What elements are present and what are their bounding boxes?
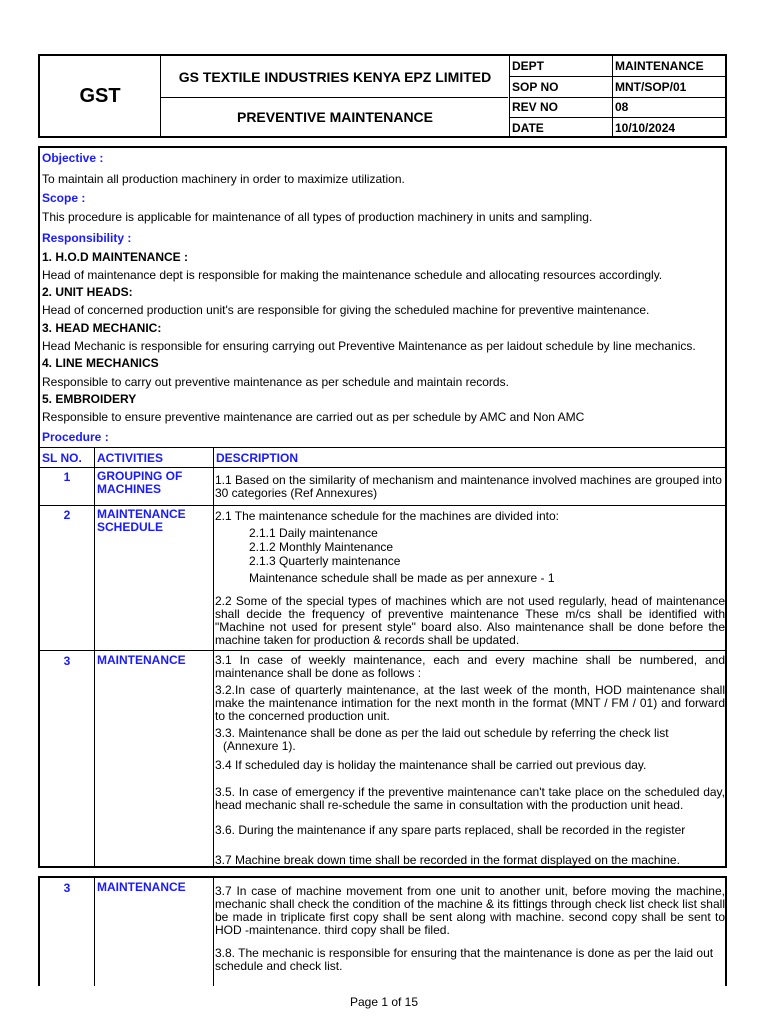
col-header-description: DESCRIPTION (216, 451, 299, 465)
resp-text-hod: Head of maintenance dept is responsible for making the maintenance schedule and allocating resources accordingly. (42, 268, 663, 282)
row-2-activity: MAINTENANCE SCHEDULE (97, 507, 186, 534)
resp-title-embroidery: 5. EMBROIDERY (42, 392, 137, 406)
sop-no-value: MNT/SOP/01 (615, 80, 687, 94)
company-logo-text: GST (79, 84, 121, 107)
row-1-activity: GROUPING OF MACHINES (97, 469, 183, 496)
row-2-desc-5: Maintenance schedule shall be made as per annexure - 1 (249, 571, 555, 585)
row-3-desc-6: 3.5. In case of emergency if the preventive maintenance can't take place on the scheduled day, head mechanic shall re-schedule the same in consultation with the production unit head. (215, 785, 725, 812)
row-3-activity: MAINTENANCE (97, 653, 186, 667)
row-4-desc-2: 3.8. The mechanic is responsible for ensuring that the maintenance is done as per the laid out schedule and check list. (215, 946, 714, 973)
resp-title-head-mechanic: 3. HEAD MECHANIC: (42, 321, 162, 335)
row-1-sl: 1 (63, 470, 71, 484)
row-1-desc-1: 1.1 Based on the similarity of mechanism and maintenance involved machines are grouped into 30 categories (Ref Annexures) (215, 473, 722, 500)
row-3-desc-2: 3.2.In case of quarterly maintenance, at the last week of the month, HOD maintenance shall make the maintenance intimation for the next month in the format (MNT / FM / 01) and forward to the concerned production unit. (215, 683, 725, 723)
row-3-sl: 3 (63, 654, 71, 668)
dept-value: MAINTENANCE (615, 59, 704, 73)
resp-text-line-mechanics: Responsible to carry out preventive maintenance as per schedule and maintain records. (42, 375, 509, 389)
row-3-desc-7: 3.6. During the maintenance if any spare parts replaced, shall be recorded in the register (215, 823, 686, 837)
rev-no-label: REV NO (512, 100, 559, 114)
document-header (38, 54, 727, 138)
resp-title-line-mechanics: 4. LINE MECHANICS (42, 356, 159, 370)
row-2-desc-6: 2.2 Some of the special types of machines which are not used regularly, head of maintenance shall decide the frequency of preventive maintenance These m/cs shall be identified with "Machine not used for present style" board also. Also maintenance shall be done before the machine taken for production & records shall be updated. (215, 594, 725, 647)
document-body (38, 146, 727, 868)
company-name: GS TEXTILE INDUSTRIES KENYA EPZ LIMITED (178, 68, 492, 85)
responsibility-heading: Responsibility : (42, 231, 132, 245)
col-header-activities: ACTIVITIES (97, 451, 164, 465)
row-2-desc-1: 2.1 The maintenance schedule for the machines are divided into: (215, 509, 559, 523)
resp-text-head-mechanic: Head Mechanic is responsible for ensuring carrying out Preventive Maintenance as per laidout schedule by line mechanics. (42, 339, 696, 353)
rev-no-value: 08 (615, 100, 629, 114)
procedure-heading: Procedure : (42, 430, 109, 444)
sop-no-label: SOP NO (512, 80, 559, 94)
row-3-desc-5: 3.4 If scheduled day is holiday the maintenance shall be carried out previous day. (215, 758, 647, 772)
objective-text: To maintain all production machinery in order to maximize utilization. (42, 172, 405, 186)
row-4-activity: MAINTENANCE (97, 880, 186, 894)
row-4-desc-1: 3.7 In case of machine movement from one unit to another unit, before moving the machine, mechanic shall check the condition of the machine & its fittings through check list check list shall be made in triplicate first copy shall be sent along with machine. second copy shall be sent to HOD -maintenance. third copy shall be filed. (215, 884, 725, 937)
row-3-desc-8: 3.7 Machine break down time shall be recorded in the format displayed on the machine. (215, 853, 680, 867)
col-header-sl: SL NO. (42, 451, 82, 465)
row-3-desc-1: 3.1 In case of weekly maintenance, each and every machine shall be numbered, and maintenance shall be done as follows : (215, 653, 725, 680)
row-2-desc-2: 2.1.1 Daily maintenance (249, 526, 378, 540)
scope-text: This procedure is applicable for maintenance of all types of production machinery in units and sampling. (42, 210, 593, 224)
resp-text-embroidery: Responsible to ensure preventive maintenance are carried out as per schedule by AMC and Non AMC (42, 410, 585, 424)
row-2-desc-4: 2.1.3 Quarterly maintenance (249, 554, 401, 568)
objective-heading: Objective : (42, 151, 104, 165)
row-2-sl: 2 (63, 508, 71, 522)
page-number: Page 1 of 15 (349, 995, 419, 1009)
dept-label: DEPT (512, 59, 545, 73)
document-title: PREVENTIVE MAINTENANCE (236, 109, 434, 125)
row-4-sl: 3 (63, 881, 71, 895)
row-3-desc-4: (Annexure 1). (223, 739, 296, 753)
resp-title-hod: 1. H.O.D MAINTENANCE : (42, 250, 189, 264)
date-value: 10/10/2024 (615, 121, 676, 135)
date-label: DATE (512, 121, 544, 135)
row-2-desc-3: 2.1.2 Monthly Maintenance (249, 540, 394, 554)
resp-title-unit-heads: 2. UNIT HEADS: (42, 285, 133, 299)
row-3-desc-3: 3.3. Maintenance shall be done as per the laid out schedule by referring the check list (215, 726, 669, 740)
procedure-table-continued (38, 876, 727, 986)
resp-text-unit-heads: Head of concerned production unit's are responsible for giving the scheduled machine for preventive maintenance. (42, 303, 650, 317)
scope-heading: Scope : (42, 191, 86, 205)
